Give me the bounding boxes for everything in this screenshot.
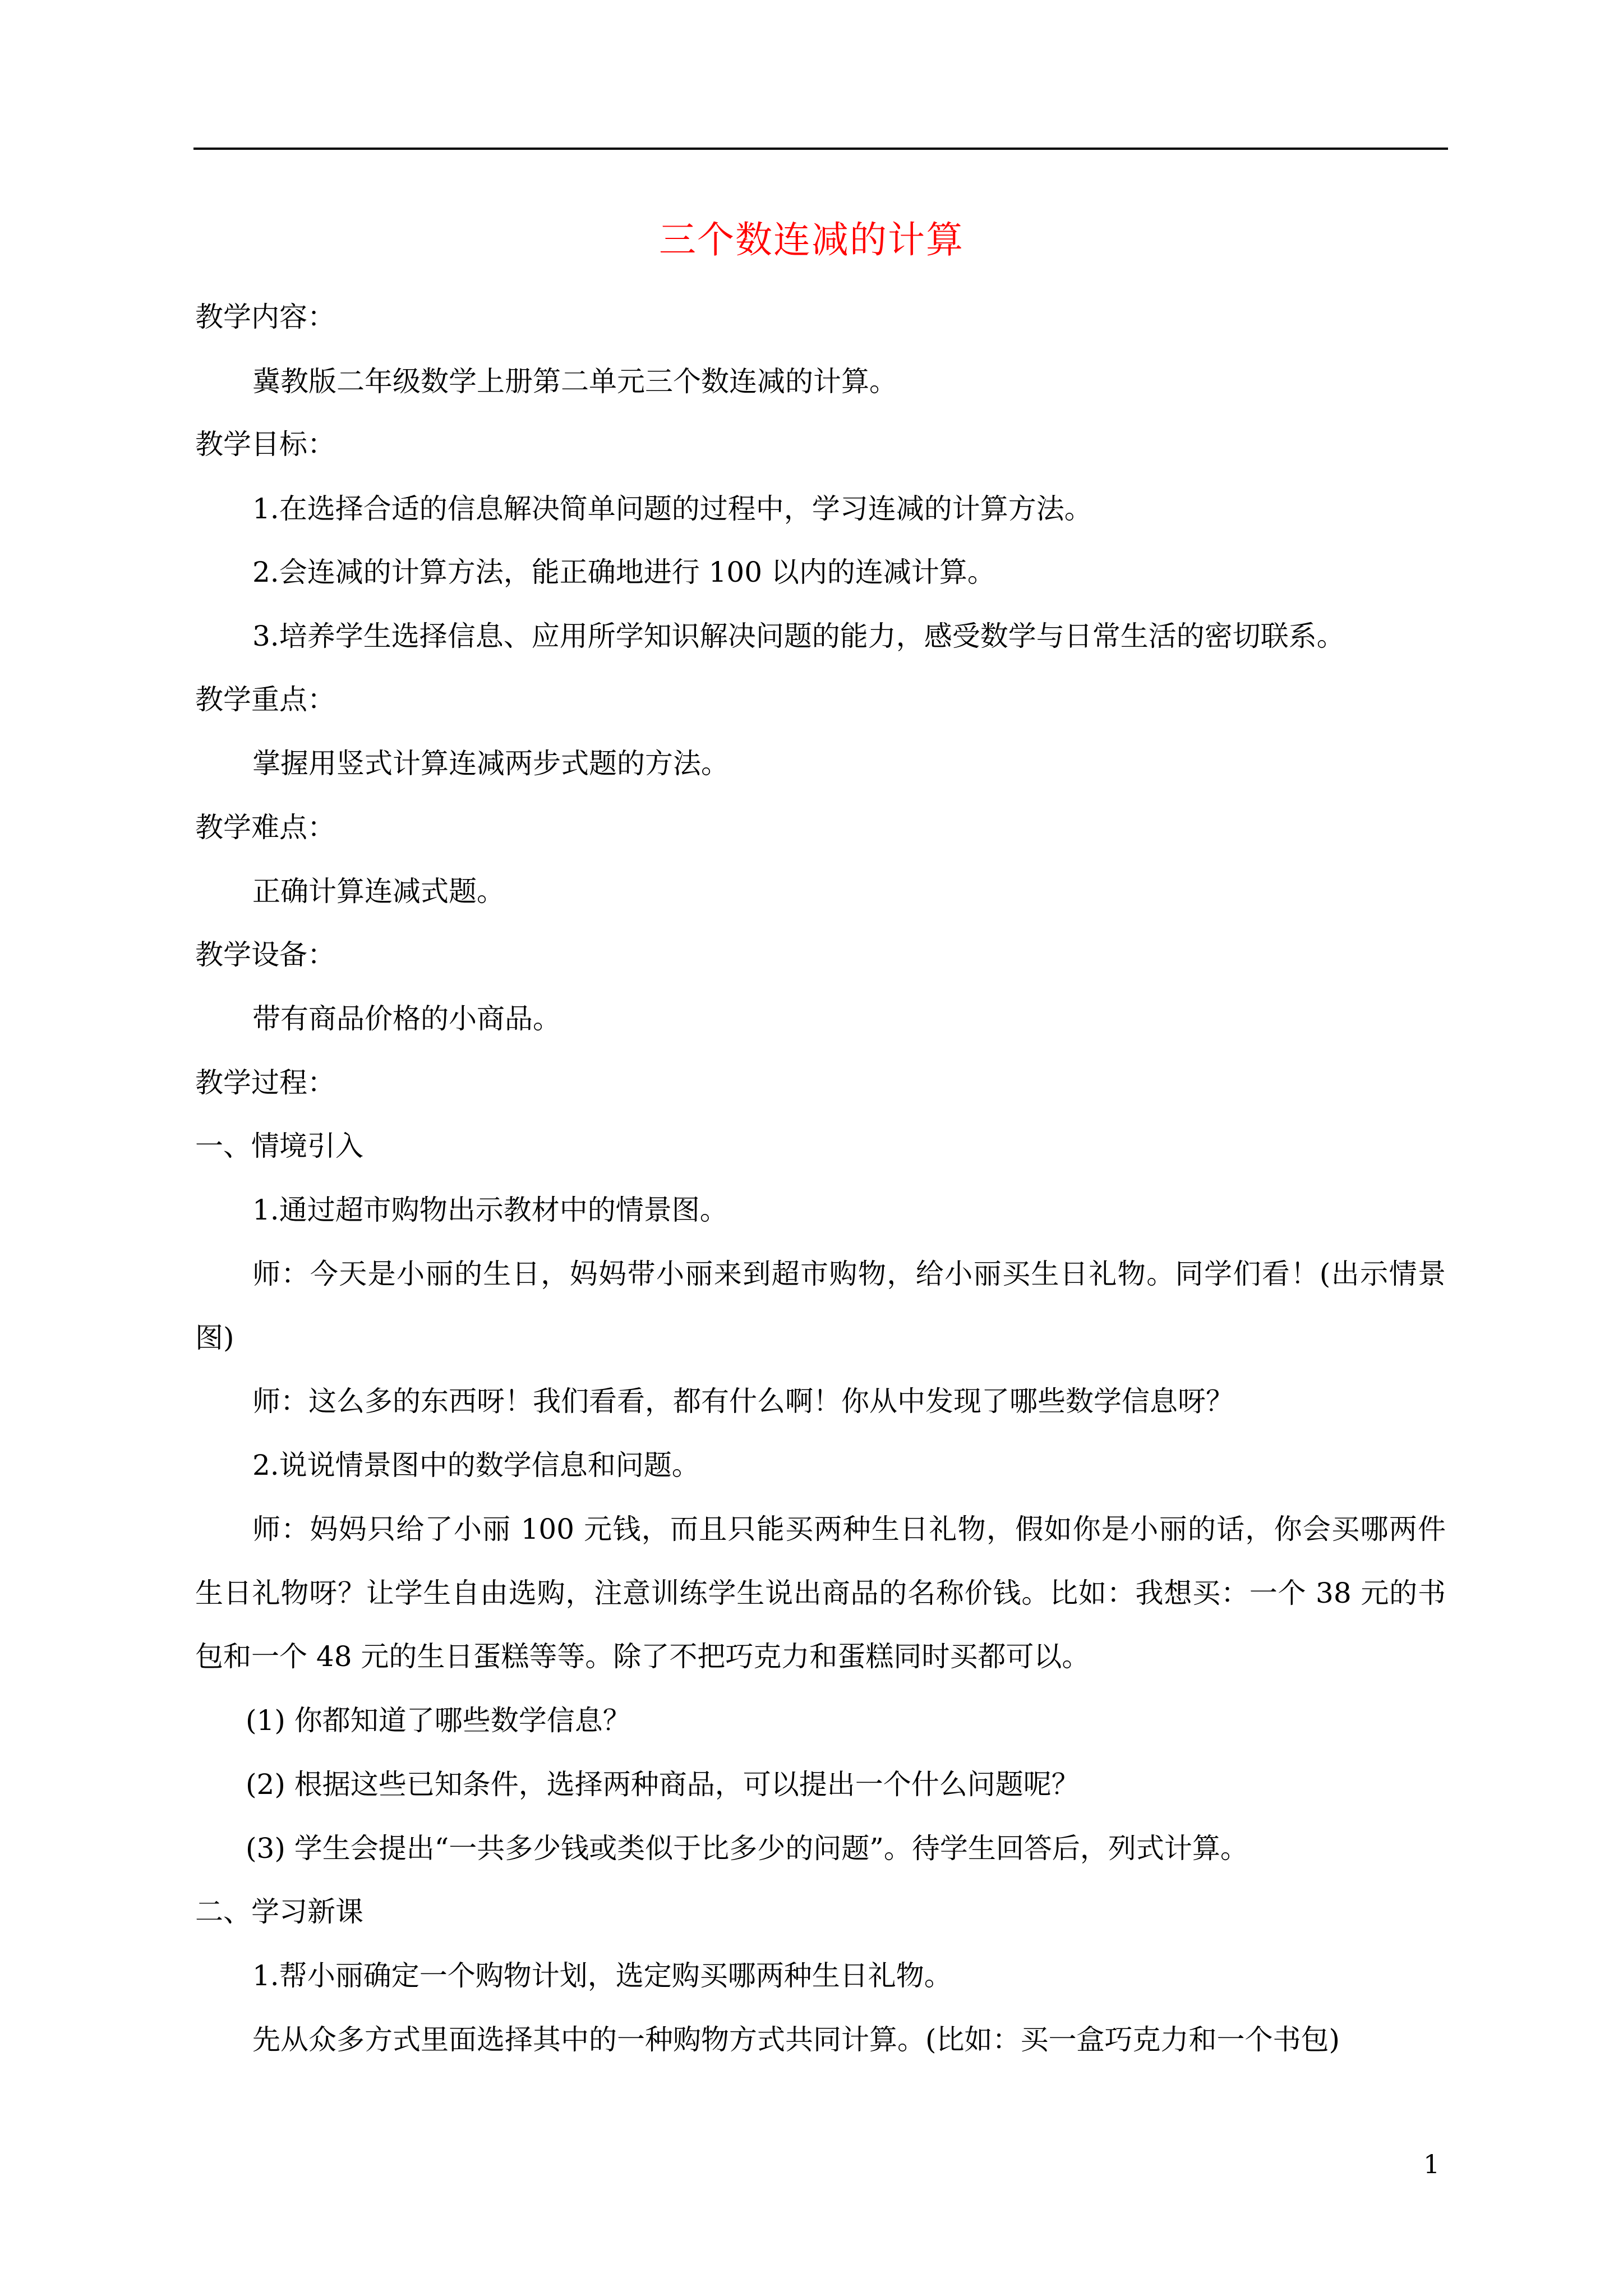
equipment-body: 带有商品价格的小商品。	[252, 1002, 561, 1035]
goal-item-3: 3.培养学生选择信息、应用所学知识解决问题的能力，感受数学与日常生活的密切联系。	[252, 620, 1345, 652]
part1-item-5-line2: 生日礼物呀？让学生自由选购，注意训练学生说出商品的名称价钱。比如：我想买：一个 38 元的书	[195, 1577, 1446, 1609]
key-body: 掌握用竖式计算连减两步式题的方法。	[252, 747, 729, 780]
page-number: 1	[1423, 2149, 1440, 2179]
part1-item-5-line3: 包和一个 48 元的生日蛋糕等等。除了不把巧克力和蛋糕同时买都可以。	[195, 1640, 1090, 1673]
equipment-heading: 教学设备：	[195, 938, 335, 971]
part1-item-1: 1.通过超市购物出示教材中的情景图。	[252, 1194, 728, 1226]
content-body: 冀教版二年级数学上册第二单元三个数连减的计算。	[252, 365, 897, 398]
header-rule	[193, 148, 1448, 150]
part1-item-5-line1: 师：妈妈只给了小丽 100 元钱，而且只能买两种生日礼物，假如你是小丽的话，你会买哪两件	[252, 1513, 1446, 1545]
key-heading: 教学重点：	[195, 683, 335, 716]
goal-item-2: 2.会连减的计算方法，能正确地进行 100 以内的连减计算。	[252, 556, 995, 588]
question-3: (3) 学生会提出“一共多少钱或类似于比多少的问题”。待学生回答后，列式计算。	[246, 1832, 1248, 1865]
part1-heading: 一、情境引入	[195, 1130, 363, 1162]
goal-item-1: 1.在选择合适的信息解决简单问题的过程中，学习连减的计算方法。	[252, 493, 1092, 525]
process-heading: 教学过程：	[195, 1066, 335, 1099]
question-2: (2) 根据这些已知条件，选择两种商品，可以提出一个什么问题呢？	[246, 1768, 1080, 1801]
part1-item-4: 2.说说情景图中的数学信息和问题。	[252, 1449, 700, 1481]
content-heading: 教学内容：	[195, 301, 335, 333]
part1-item-2-line1: 师：今天是小丽的生日，妈妈带小丽来到超市购物，给小丽买生日礼物。同学们看！(出示情景	[252, 1258, 1446, 1290]
part2-item-1: 1.帮小丽确定一个购物计划，选定购买哪两种生日礼物。	[252, 1959, 952, 1992]
page-title: 三个数连减的计算	[659, 218, 964, 261]
part2-heading: 二、学习新课	[195, 1895, 363, 1928]
part1-item-3: 师：这么多的东西呀！我们看看，都有什么啊！你从中发现了哪些数学信息呀？	[252, 1385, 1234, 1418]
goals-heading: 教学目标：	[195, 428, 335, 461]
difficult-heading: 教学难点：	[195, 811, 335, 844]
part2-item-2: 先从众多方式里面选择其中的一种购物方式共同计算。(比如：买一盒巧克力和一个书包)	[252, 2023, 1340, 2056]
question-1: (1) 你都知道了哪些数学信息？	[246, 1704, 631, 1737]
difficult-body: 正确计算连减式题。	[252, 875, 505, 908]
part1-item-2-line2: 图)	[195, 1322, 234, 1354]
